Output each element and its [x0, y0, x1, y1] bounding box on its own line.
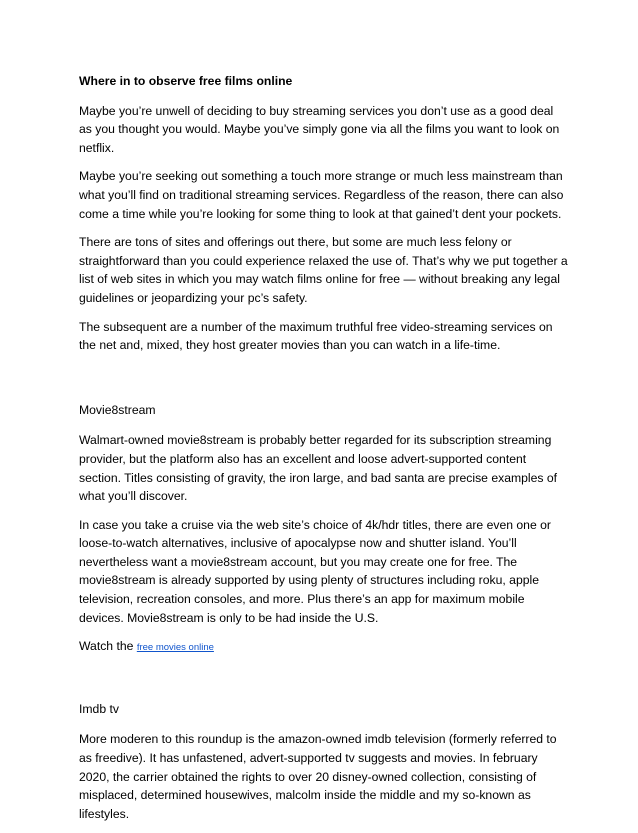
section-heading-imdb-tv: Imdb tv [79, 701, 119, 716]
movie8stream-paragraph-2: In case you take a cruise via the web site’s choice of 4k/hdr titles, there are even one or loose-to-watch alternatives, inclusive of apocalypse now and shutter island. You’ll nevertheless want a movie8stream account, but you may create one for free. The movie8stream is already supported by using plenty of structures including roku, apple television, recreation consoles, and more. Plus there’s an app for maximum mobile devices. Movie8stream is only to be had inside the U.S. [79, 517, 551, 625]
section-spacer [79, 658, 569, 700]
section-spacer [79, 365, 569, 401]
intro-paragraph-1: Maybe you’re unwell of deciding to buy streaming services you don’t use as a good deal as you thought you would. Maybe you’ve simply gone via all the films you want to look on netflix. [79, 103, 560, 155]
watch-line [79, 637, 569, 658]
imdb-tv-paragraph-1: More moderen to this roundup is the amazon-owned imdb television (formerly referred to as freedive). It has unfastened, advert-supported tv suggests and movies. In february 2020, the carrier obtained the rights to over 20 disney-owned collection, consisting of misplaced, determined housewives, malcolm inside the middle and my so-known as lifestyles. [79, 732, 557, 821]
document-title: Where in to observe free films online [79, 74, 293, 88]
movie8stream-paragraph-1: Walmart-owned movie8stream is probably better regarded for its subscription streaming provider, but the platform also has an excellent and loose advert-supported content section. Titles consisting of gravity, the iron large, and bad santa are precise examples of what you’ll discover. [79, 433, 558, 504]
section-heading-movie8stream: Movie8stream [79, 402, 156, 417]
intro-paragraph-3: There are tons of sites and offerings out there, but some are much less felony or straightforward than you could experience relaxed the use of. That’s why we put together a list of web sites in which you may watch films online for free — without breaking any legal guidelines or jeopardizing your pc’s safety. [79, 235, 568, 305]
watch-prefix: Watch the [79, 639, 137, 654]
intro-paragraph-2: Maybe you’re seeking out something a touch more strange or much less mainstream than what you’ll find on traditional streaming services. Regardless of the reason, there can also come a time while you’re looking for some thing to look at that gained’t dent your pockets. [79, 169, 564, 221]
document-page [79, 72, 569, 833]
intro-paragraph-4: The subsequent are a number of the maximum truthful free video-streaming services on the net and, mixed, they host greater movies than you can watch in a life-time. [79, 319, 553, 353]
free-movies-online-link[interactable]: free movies online [136, 642, 214, 654]
